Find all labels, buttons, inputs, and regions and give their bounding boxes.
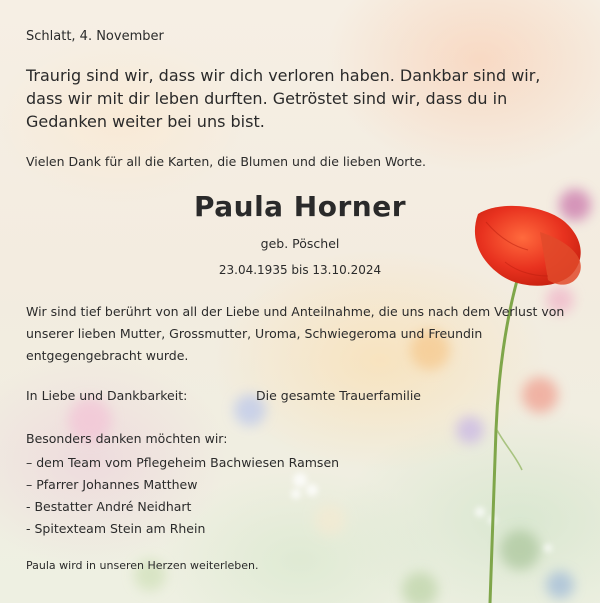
special-thanks-label: Besonders danken möchten wir: — [26, 431, 228, 446]
gratitude-paragraph: Wir sind tief berührt von all der Liebe und Anteilnahme, die uns nach dem Verlust von unserer lieben Mutter, Grossmutter, Uroma, Schwiegeroma und Freundin entgegengebracht wurde. — [26, 304, 565, 363]
birth-name: geb. Pöschel — [260, 236, 340, 251]
list-item: – Pfarrer Johannes Matthew — [26, 477, 198, 492]
opening-quote: Traurig sind wir, dass wir dich verloren haben. Dankbar sind wir, dass wir mit dir leben durften. Getröstet sind wir, dass du in Gedanken weiter bei uns bist. — [26, 66, 541, 131]
closing-line: Paula wird in unseren Herzen weiterleben. — [26, 559, 259, 572]
list-item: - Spitexteam Stein am Rhein — [26, 521, 206, 536]
deceased-name: Paula Horner — [193, 190, 407, 223]
love-label: In Liebe und Dankbarkeit: — [26, 388, 188, 403]
list-item: – dem Team vom Pflegeheim Bachwiesen Ramsen — [26, 455, 340, 470]
list-item: - Bestatter André Neidhart — [26, 499, 192, 514]
family-signature: Die gesamte Trauerfamilie — [256, 388, 421, 403]
place-and-date: Schlatt, 4. November — [26, 29, 164, 44]
life-dates: 23.04.1935 bis 13.10.2024 — [218, 263, 382, 277]
special-thanks-list — [26, 452, 339, 540]
thanks-line: Vielen Dank für all die Karten, die Blumen und die lieben Worte. — [26, 154, 427, 169]
